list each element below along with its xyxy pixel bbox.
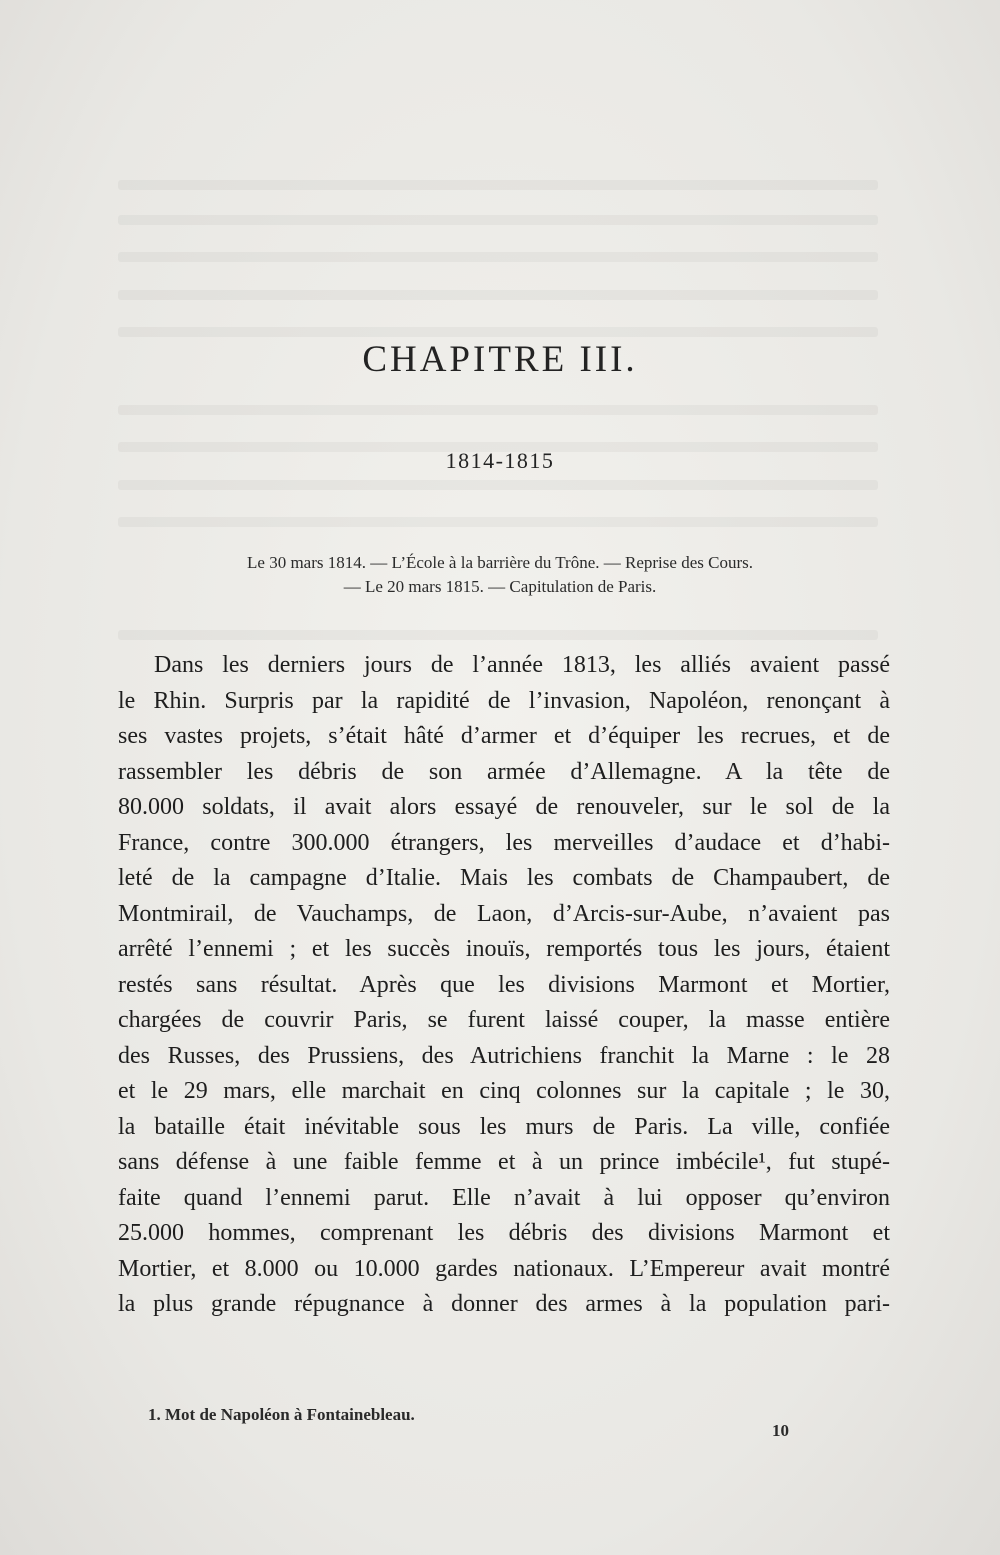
body-line: la bataille était inévitable sous les murs de Paris. La ville, confiée	[118, 1113, 890, 1140]
signature-mark: 10	[772, 1421, 789, 1440]
body-line: et le 29 mars, elle marchait en cinq colonnes sur la capitale ; le 30,	[118, 1078, 890, 1104]
body-line: ses vastes projets, s’était hâté d’armer et d’équiper les recrues, et de	[118, 723, 890, 749]
chapter-years: 1814-1815	[445, 448, 555, 473]
summary-line: — Le 20 mars 1815. — Capitulation de Paris.	[343, 577, 657, 596]
footnote: 1. Mot de Napoléon à Fontainebleau.	[148, 1405, 415, 1424]
body-line: rassembler les débris de son armée d’Allemagne. A la tête de	[118, 758, 890, 785]
body-line: France, contre 300.000 étrangers, les merveilles d’audace et d’habi-	[118, 829, 890, 856]
body-line: restés sans résultat. Après que les divisions Marmont et Mortier,	[118, 971, 890, 998]
body-line: Dans les derniers jours de l’année 1813, les alliés avaient passé	[154, 652, 890, 678]
body-line: chargées de couvrir Paris, se furent laissé couper, la masse entière	[118, 1007, 890, 1033]
chapter-summary	[140, 551, 860, 599]
body-line: la plus grande répugnance à donner des armes à la population pari-	[118, 1291, 890, 1317]
body-line: le Rhin. Surpris par la rapidité de l’invasion, Napoléon, renonçant à	[118, 687, 890, 714]
body-line: arrêté l’ennemi ; et les succès inouïs, remportés tous les jours, étaient	[118, 936, 890, 962]
body-line: 80.000 soldats, il avait alors essayé de renouveler, sur le sol de la	[118, 794, 890, 820]
body-line: Mortier, et 8.000 ou 10.000 gardes nationaux. L’Empereur avait montré	[118, 1255, 890, 1282]
body-paragraph	[118, 648, 890, 1323]
chapter-title: CHAPITRE III.	[362, 339, 638, 380]
body-line: 25.000 hommes, comprenant les débris des divisions Marmont et	[118, 1220, 890, 1246]
body-line: des Russes, des Prussiens, des Autrichiens franchit la Marne : le 28	[118, 1042, 890, 1069]
body-line: leté de la campagne d’Italie. Mais les combats de Champaubert, de	[118, 865, 890, 891]
body-line: Montmirail, de Vauchamps, de Laon, d’Arcis-sur-Aube, n’avaient pas	[118, 900, 890, 927]
body-line: faite quand l’ennemi parut. Elle n’avait à lui opposer qu’environ	[118, 1184, 890, 1211]
summary-line: Le 30 mars 1814. — L’École à la barrière du Trône. — Reprise des Cours.	[247, 553, 753, 572]
body-line: sans défense à une faible femme et à un prince imbécile¹, fut stupé-	[118, 1149, 890, 1175]
